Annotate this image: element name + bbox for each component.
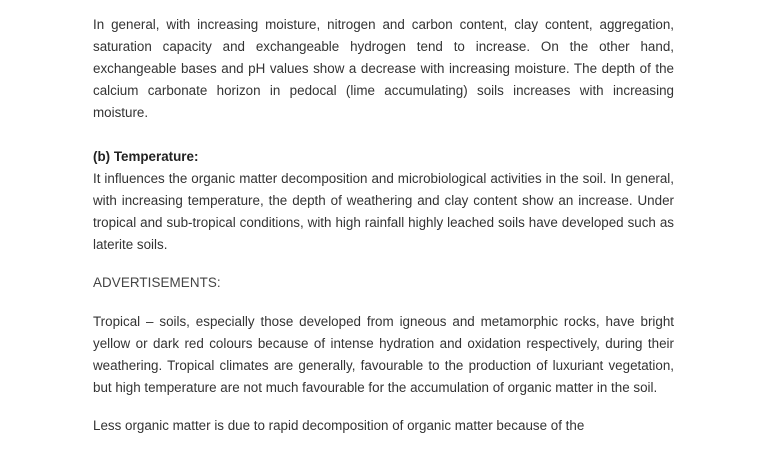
- paragraph-tropical: Tropical – soils, especially those developed from igneous and metamorphic rocks, have bright yellow or dark red colours because of intense hydration and oxidation respectively, during their weathering. Tropical climates are generally, favourable to the production of luxuriant vegetation, but high temperature are not much favourable for the accumulation of organic matter in the soil.: [93, 314, 674, 395]
- paragraph-temperature: It influences the organic matter decomposition and microbiological activities in the soil. In general, with increasing temperature, the depth of weathering and clay content show an increase. Under tropical and sub-tropical conditions, with high rainfall highly leached soils have developed such as laterite soils.: [93, 171, 674, 252]
- article-body: [93, 14, 674, 437]
- advertisements-label: ADVERTISEMENTS:: [93, 275, 221, 290]
- heading-temperature: (b) Temperature:: [93, 149, 199, 164]
- paragraph-organic: Less organic matter is due to rapid decomposition of organic matter because of the: [93, 418, 585, 433]
- paragraph-moisture: In general, with increasing moisture, nitrogen and carbon content, clay content, aggregation, saturation capacity and exchangeable hydrogen tend to increase. On the other hand, exchangeable bases and pH values show a decrease with increasing moisture. The depth of the calcium carbonate horizon in pedocal (lime accumulating) soils increases with increasing moisture.: [93, 17, 674, 120]
